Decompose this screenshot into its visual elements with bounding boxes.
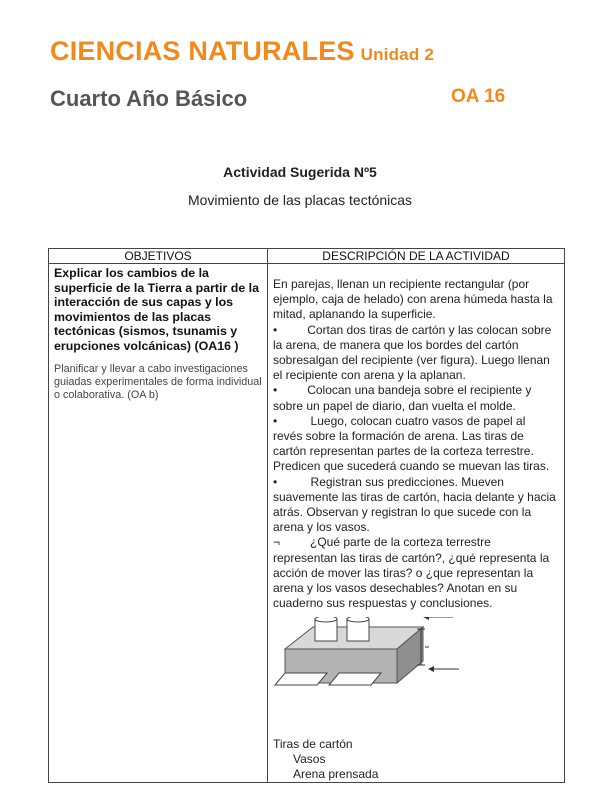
objectives-header: OBJETIVOS (49, 249, 268, 264)
activity-subtitle: Movimiento de las placas tectónicas (187, 192, 413, 208)
activity-description (273, 277, 556, 611)
arrow-head-icon (423, 617, 429, 620)
figure-legend (273, 737, 564, 782)
description-paragraph: • Luego, colocan cuatro vasos de papel al revés sobre la formación de arena. Las tiras de cartón representan partes de la corteza terrestre. Predicen que sucederá cuando se muevan las tiras. (273, 413, 550, 474)
description-paragraph: En parejas, llenan un recipiente rectangular (por ejemplo, caja de helado) con arena húmeda hasta la mitad, aplanando la superficie. (273, 277, 553, 322)
cup-icon (347, 617, 369, 641)
experiment-figure (268, 611, 564, 737)
description-paragraph: • Colocan una bandeja sobre el recipiente y sobre un papel de diario, dan vuelta el molde. (273, 383, 532, 413)
legend-sand: Arena prensada (293, 767, 379, 782)
subject-title (50, 36, 434, 67)
sandbox-illustration (273, 617, 473, 699)
unit-label: Unidad 2 (360, 45, 434, 64)
grade-label: Cuarto Año Básico (50, 86, 248, 111)
description-paragraph: • Registran sus predicciones. Mueven suavemente las tiras de cartón, hacia delante y hacia atrás. Observan y registran lo que sucede con la arena y los vasos. (273, 474, 556, 535)
objective-title: Explicar los cambios de la superficie de la Tierra a partir de la interacción de sus capas y los movimientos de las placas tectónicas (sismos, tsunamis y erupciones volcánicas) (OA16 ) (54, 266, 259, 353)
cup-icon (315, 617, 337, 641)
description-cell (268, 264, 565, 783)
subject-name: CIENCIAS NATURALES (50, 36, 355, 66)
oa-label: OA 16 (451, 86, 506, 107)
description-header: DESCRIPCIÓN DE LA ACTIVIDAD (268, 249, 565, 264)
objective-description: Planificar y llevar a cabo investigaciones guiadas experimentales de forma individual o colaborativa. (OA b) (54, 363, 262, 401)
activity-table (48, 248, 565, 783)
description-paragraph: ¬ ¿Qué parte de la corteza terrestre representan las tiras de cartón?, ¿qué representa la acción de mover las tiras? o ¿que representan la arena y los vasos desechables? Anotan en su cuaderno sus respuestas y conclusiones. (273, 535, 550, 611)
legend-cups: Vasos (293, 752, 326, 767)
objectives-cell (49, 264, 268, 783)
arrow-head-icon (428, 666, 434, 672)
description-paragraph: • Cortan dos tiras de cartón y las colocan sobre la arena, de manera que los bordes del cartón sobresalgan del recipiente (ver figura). Luego llenan el recipiente con arena y la aplanan. (273, 322, 552, 383)
legend-strips: Tiras de cartón (273, 737, 353, 752)
activity-title: Actividad Sugerida Nº5 (223, 164, 377, 180)
